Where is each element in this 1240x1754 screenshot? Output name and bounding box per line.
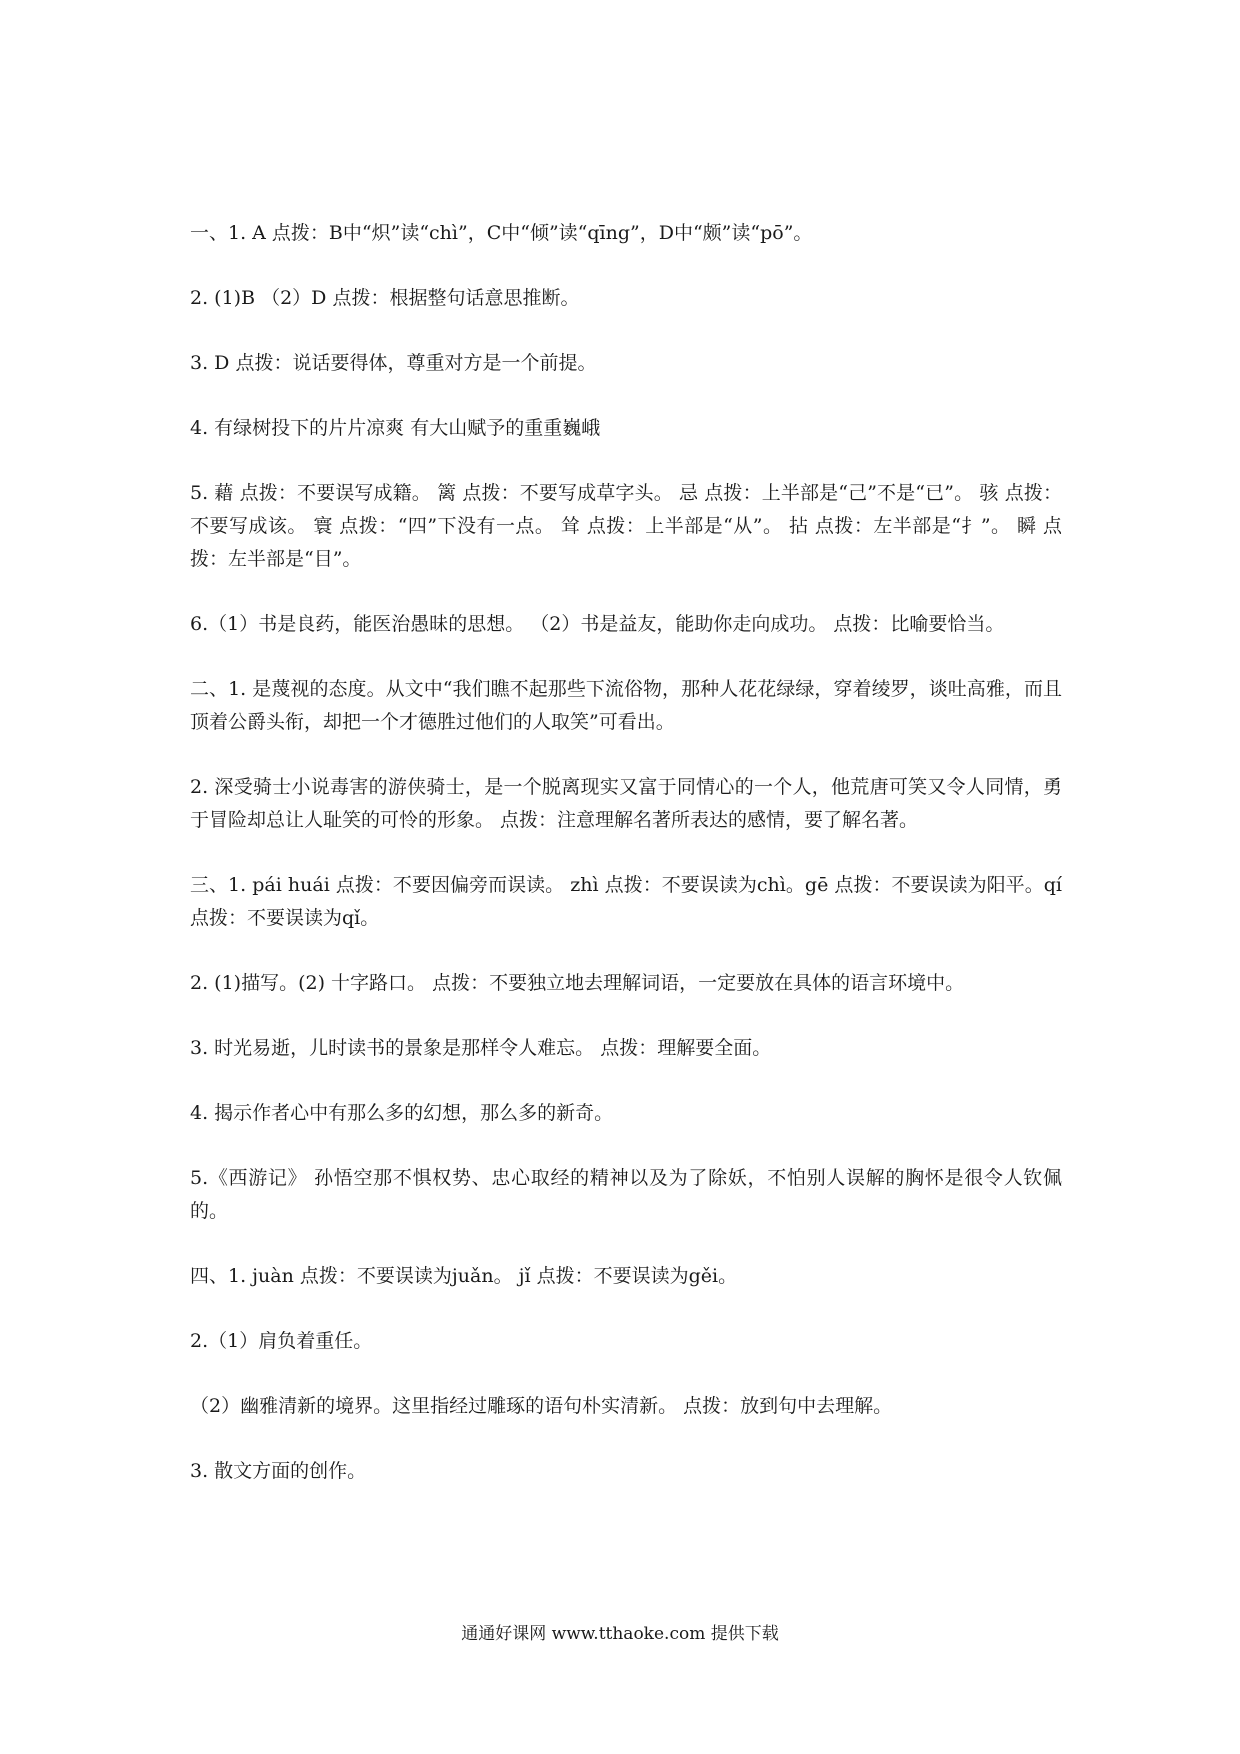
answer-paragraph-9: 三、1. pái huái 点拨：不要因偏旁而误读。 zhì 点拨：不要误读为chì。gē 点拨：不要误读为阳平。qí 点拨：不要误读为qǐ。	[190, 874, 1062, 929]
answer-paragraph-15: 2.（1）肩负着重任。	[190, 1330, 373, 1352]
answer-paragraph-14: 四、1. juàn 点拨：不要误读为juǎn。 jǐ 点拨：不要误读为gěi。	[190, 1265, 738, 1287]
answer-paragraph-4: 4. 有绿树投下的片片凉爽 有大山赋予的重重巍峨	[190, 417, 601, 439]
answer-paragraph-10: 2. (1)描写。(2) 十字路口。 点拨：不要独立地去理解词语，一定要放在具体的语言环境中。	[190, 972, 965, 994]
answer-paragraph-11: 3. 时光易逝，儿时读书的景象是那样令人难忘。 点拨：理解要全面。	[190, 1037, 772, 1059]
answer-content	[190, 217, 1062, 1520]
answer-paragraph-13: 5.《西游记》 孙悟空那不惧权势、忠心取经的精神以及为了除妖，不怕别人误解的胸怀是很令人钦佩的。	[190, 1167, 1062, 1222]
answer-paragraph-1: 一、1. A 点拨：B中“炽”读“chì”，C中“倾”读“qīng”，D中“颇”读“pō”。	[190, 222, 813, 244]
answer-paragraph-2: 2. (1)B （2）D 点拨：根据整句话意思推断。	[190, 287, 580, 309]
answer-paragraph-8: 2. 深受骑士小说毒害的游侠骑士，是一个脱离现实又富于同情心的一个人，他荒唐可笑又令人同情，勇于冒险却总让人耻笑的可怜的形象。 点拨：注意理解名著所表达的感情，要了解名著。	[190, 776, 1062, 831]
answer-paragraph-16: （2）幽雅清新的境界。这里指经过雕琢的语句朴实清新。 点拨：放到句中去理解。	[190, 1395, 893, 1417]
answer-paragraph-5: 5. 藉 点拨：不要误写成籍。 篱 点拨：不要写成草字头。 忌 点拨：上半部是“己”不是“已”。 骇 点拨：不要写成该。 寰 点拨：“四”下没有一点。 耸 点拨：上半部是“从”。 拈 点拨：左半部是“扌”。 瞬 点拨：左半部是“目”。	[190, 482, 1062, 570]
answer-paragraph-7: 二、1. 是蔑视的态度。从文中“我们瞧不起那些下流俗物，那种人花花绿绿，穿着绫罗，谈吐高雅，而且顶着公爵头衔，却把一个才德胜过他们的人取笑”可看出。	[190, 678, 1062, 733]
answer-paragraph-3: 3. D 点拨：说话要得体，尊重对方是一个前提。	[190, 352, 597, 374]
answer-paragraph-12: 4. 揭示作者心中有那么多的幻想，那么多的新奇。	[190, 1102, 614, 1124]
page-footer: 通通好课网 www.tthaoke.com 提供下载	[461, 1624, 779, 1644]
answer-paragraph-17: 3. 散文方面的创作。	[190, 1460, 367, 1482]
answer-paragraph-6: 6.（1）书是良药，能医治愚昧的思想。 （2）书是益友，能助你走向成功。 点拨：比喻要恰当。	[190, 613, 1005, 635]
